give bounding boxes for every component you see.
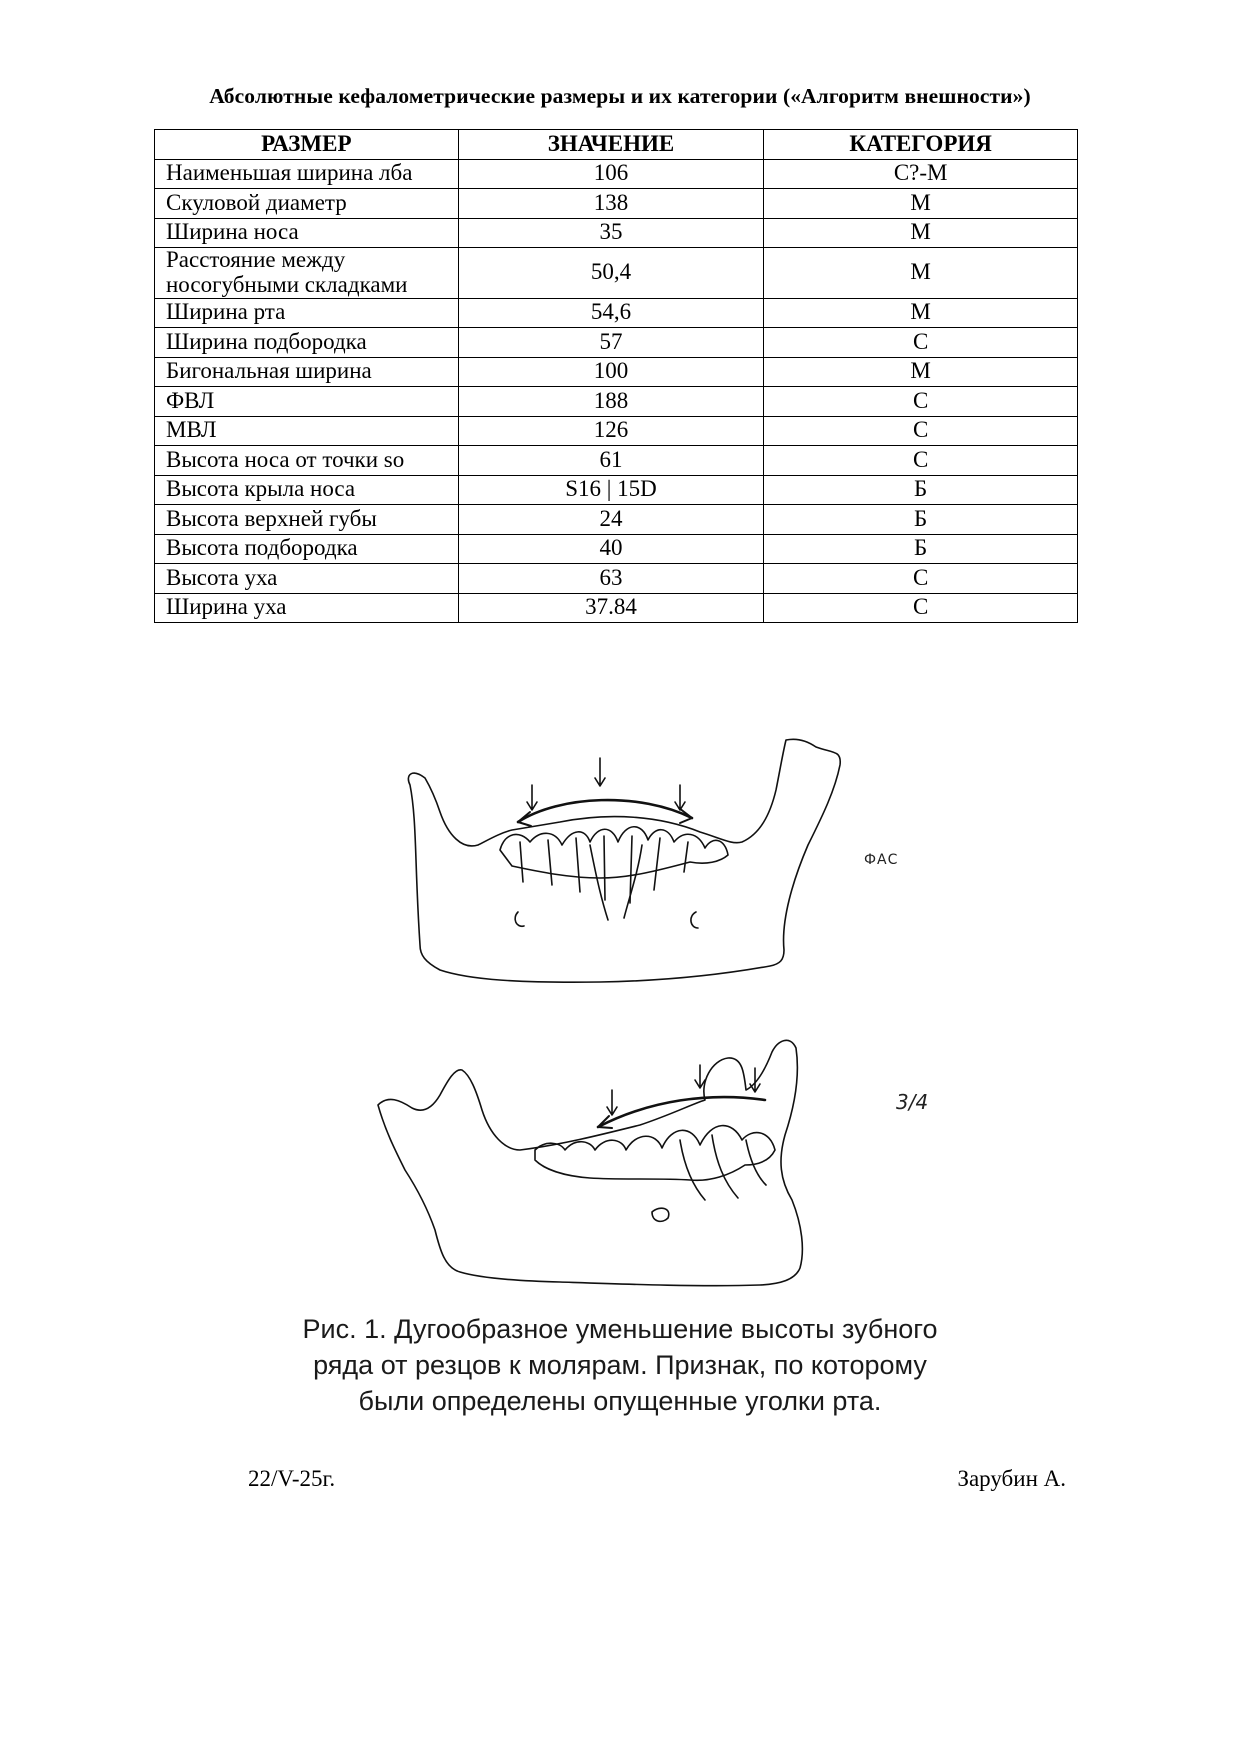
cell-size-name: Высота верхней губы <box>155 505 459 535</box>
cell-category: Б <box>764 534 1078 564</box>
cell-value: 54,6 <box>458 298 764 328</box>
cell-category: М <box>764 248 1078 299</box>
page-title: Абсолютные кефалометрические размеры и их категории («Алгоритм внешности») <box>209 84 1031 108</box>
cell-value: 61 <box>458 446 764 476</box>
cell-size-name: МВЛ <box>155 416 459 446</box>
mandible-three-quarter-view-drawing <box>378 1040 802 1285</box>
cell-size-name: Наименьшая ширина лба <box>155 159 459 189</box>
cell-size-name: Ширина подбородка <box>155 328 459 358</box>
cell-size-name: Бигональная ширина <box>155 357 459 387</box>
caption-line-3: были определены опущенные уголки рта. <box>358 1386 882 1416</box>
cell-category: М <box>764 298 1078 328</box>
header-size: РАЗМЕР <box>155 130 459 160</box>
cell-size-name: Ширина носа <box>155 218 459 248</box>
cell-size-name: Высота подбородка <box>155 534 459 564</box>
cell-size-name: Высота уха <box>155 564 459 594</box>
cell-value: 57 <box>458 328 764 358</box>
cell-value: 24 <box>458 505 764 535</box>
cell-category: С <box>764 564 1078 594</box>
caption-line-1: Рис. 1. Дугообразное уменьшение высоты зубного <box>302 1314 938 1344</box>
cell-size-name: Высота носа от точки so <box>155 446 459 476</box>
cell-value: 40 <box>458 534 764 564</box>
cell-category: С <box>764 328 1078 358</box>
cell-value: S16 | 15D <box>458 475 764 505</box>
cell-category: С <box>764 446 1078 476</box>
cell-category: С?-М <box>764 159 1078 189</box>
cell-value: 126 <box>458 416 764 446</box>
figure-caption <box>0 1311 1240 1419</box>
cell-size-name: Расстояние между носогубными складками <box>155 248 459 299</box>
cell-category: М <box>764 189 1078 219</box>
header-value: ЗНАЧЕНИЕ <box>458 130 764 160</box>
cell-category: С <box>764 416 1078 446</box>
mandible-front-view-drawing <box>408 739 840 982</box>
cell-category: Б <box>764 505 1078 535</box>
header-category: КАТЕГОРИЯ <box>764 130 1078 160</box>
label-three-quarter-view: 3/4 <box>896 1090 929 1114</box>
cell-value: 63 <box>458 564 764 594</box>
cell-value: 138 <box>458 189 764 219</box>
cell-category: С <box>764 387 1078 417</box>
cell-size-name: Ширина рта <box>155 298 459 328</box>
cell-size-name: ФВЛ <box>155 387 459 417</box>
cell-category: М <box>764 357 1078 387</box>
label-front-view: ФАС <box>864 852 899 868</box>
cell-value: 188 <box>458 387 764 417</box>
cell-value: 50,4 <box>458 248 764 299</box>
cell-size-name: Высота крыла носа <box>155 475 459 505</box>
cell-category: С <box>764 593 1078 623</box>
cell-value: 100 <box>458 357 764 387</box>
caption-line-2: ряда от резцов к молярам. Признак, по которому <box>313 1350 927 1380</box>
cell-value: 106 <box>458 159 764 189</box>
cell-category: Б <box>764 475 1078 505</box>
cell-size-name: Ширина уха <box>155 593 459 623</box>
cell-category: М <box>764 218 1078 248</box>
cell-value: 35 <box>458 218 764 248</box>
cell-size-name: Скуловой диаметр <box>155 189 459 219</box>
document-author: Зарубин А. <box>957 1466 1066 1491</box>
document-date: 22/V-25г. <box>248 1466 336 1491</box>
cell-value: 37.84 <box>458 593 764 623</box>
